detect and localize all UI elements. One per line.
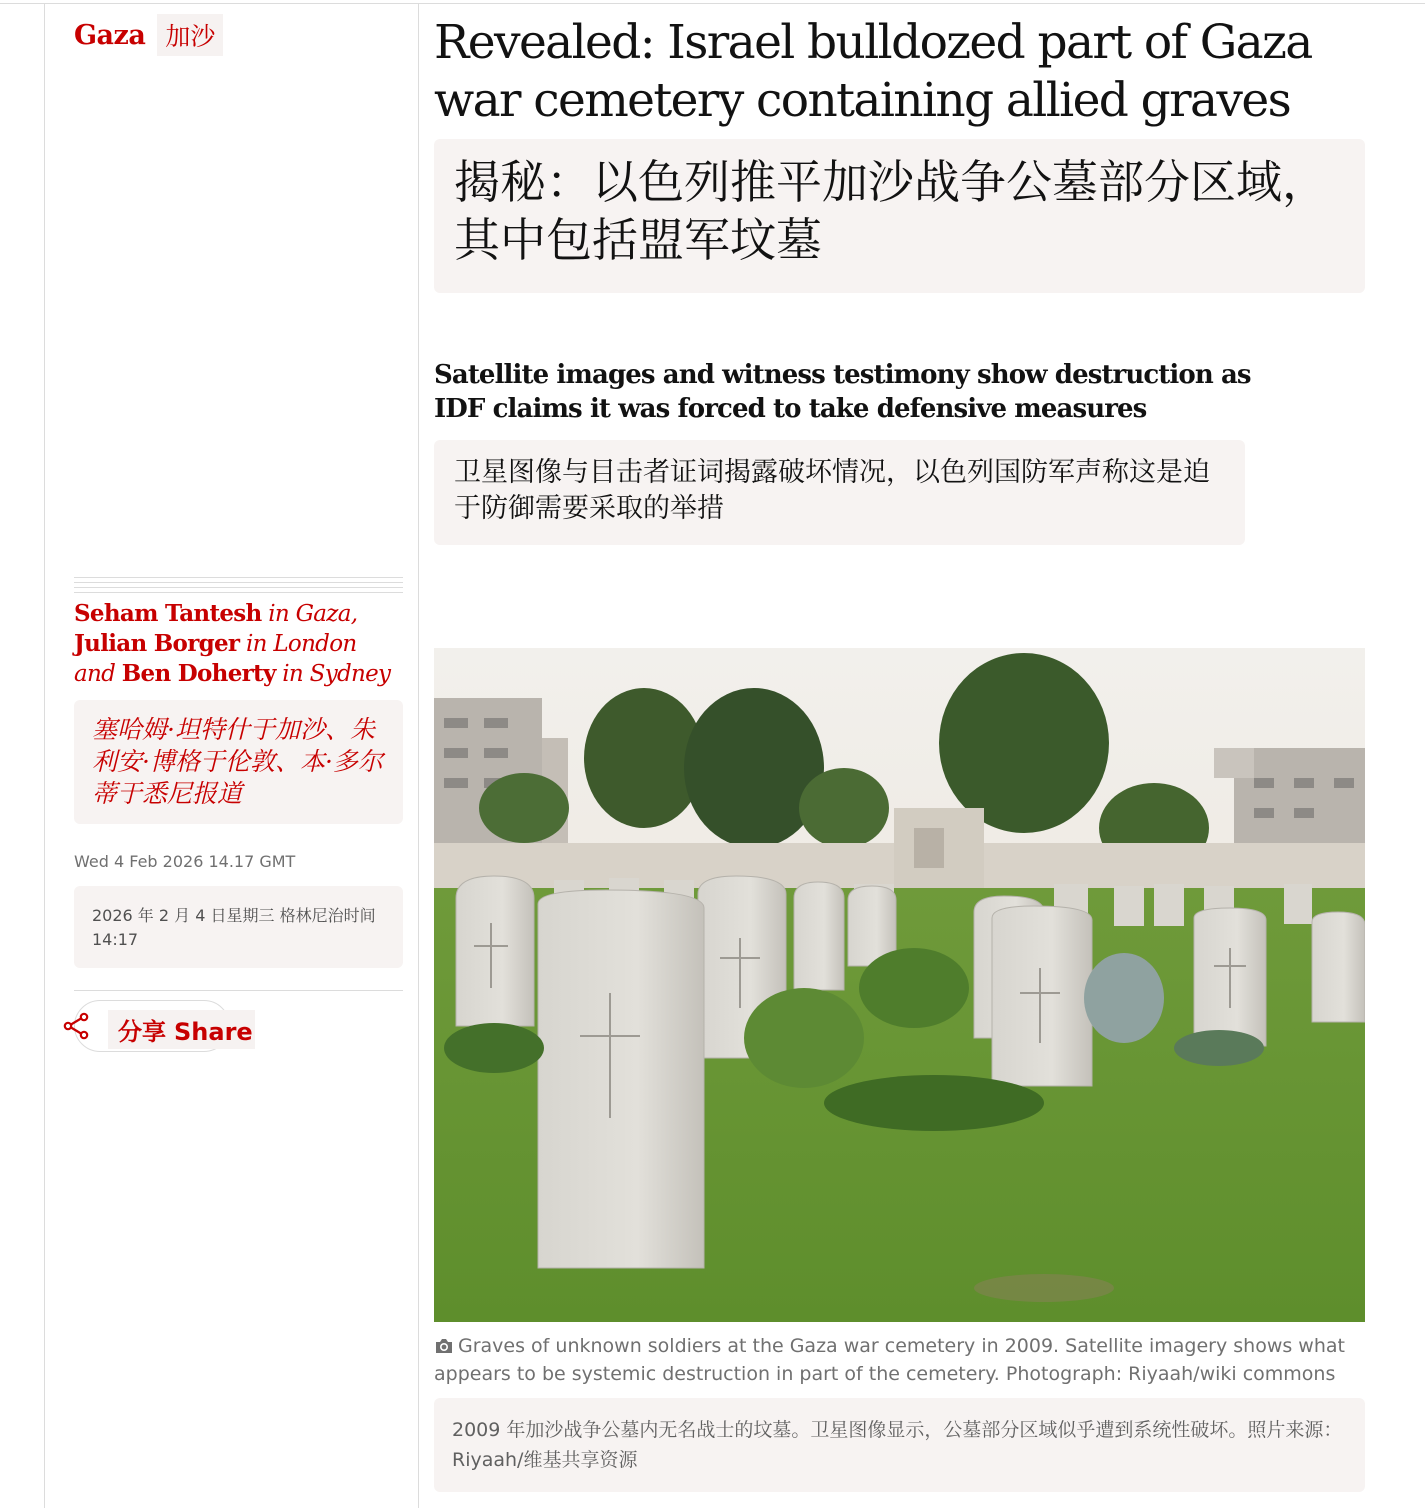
author-location: in Sydney: [282, 661, 391, 687]
image-caption: [434, 1332, 1365, 1388]
author-link[interactable]: Ben Doherty: [121, 660, 276, 687]
byline-translation: 塞哈姆·坦特什于加沙、朱利安·博格于伦敦、本·多尔蒂于悉尼报道: [74, 700, 403, 824]
section-label[interactable]: Gaza: [74, 19, 146, 51]
standfirst-translation: 卫星图像与目击者证词揭露破坏情况，以色列国防军声称这是迫于防御需要采取的举措: [434, 440, 1245, 545]
section-label-translation: 加沙: [157, 14, 223, 56]
byline-conjunction: and: [74, 661, 116, 687]
content-column-border: [418, 3, 419, 1508]
image-caption-text: Graves of unknown soldiers at the Gaza war cemetery in 2009. Satellite imagery shows what appears to be systemic destruction in part of the cemetery. Photograph: Riyaah/wiki commons: [434, 1335, 1345, 1385]
share-label-translation: 分享: [118, 1018, 166, 1046]
byline: [74, 599, 409, 689]
camera-icon: [434, 1337, 454, 1355]
left-column-border: [44, 3, 45, 1508]
meta-divider: [74, 990, 403, 991]
top-border: [0, 3, 1425, 4]
dateline[interactable]: Wed 4 Feb 2026 14.17 GMT: [74, 852, 296, 871]
standfirst: Satellite images and witness testimony show destruction as IDF claims it was forced to take defensive measures: [434, 360, 1251, 424]
author-location: in London: [245, 631, 357, 657]
share-label[interactable]: [108, 1010, 255, 1049]
author-link[interactable]: Seham Tantesh: [74, 600, 262, 627]
share-label-text: Share: [174, 1018, 253, 1046]
author-link[interactable]: Julian Borger: [74, 630, 240, 657]
section-tag[interactable]: [74, 14, 223, 56]
headline-translation: 揭秘：以色列推平加沙战争公墓部分区域，其中包括盟军坟墓: [434, 139, 1365, 293]
dateline-translation: 2026 年 2 月 4 日星期三 格林尼治时间 14:17: [74, 886, 403, 968]
meta-divider-lines: [74, 577, 403, 597]
image-caption-translation: 2009 年加沙战争公墓内无名战士的坟墓。卫星图像显示，公墓部分区域似乎遭到系统性破坏。照片来源：Riyaah/维基共享资源: [434, 1398, 1365, 1492]
headline: Revealed: Israel bulldozed part of Gaza war cemetery containing allied graves: [434, 15, 1312, 128]
cemetery-photo[interactable]: [434, 648, 1365, 1322]
author-location: in Gaza,: [268, 601, 358, 627]
share-icon[interactable]: [60, 1010, 92, 1042]
